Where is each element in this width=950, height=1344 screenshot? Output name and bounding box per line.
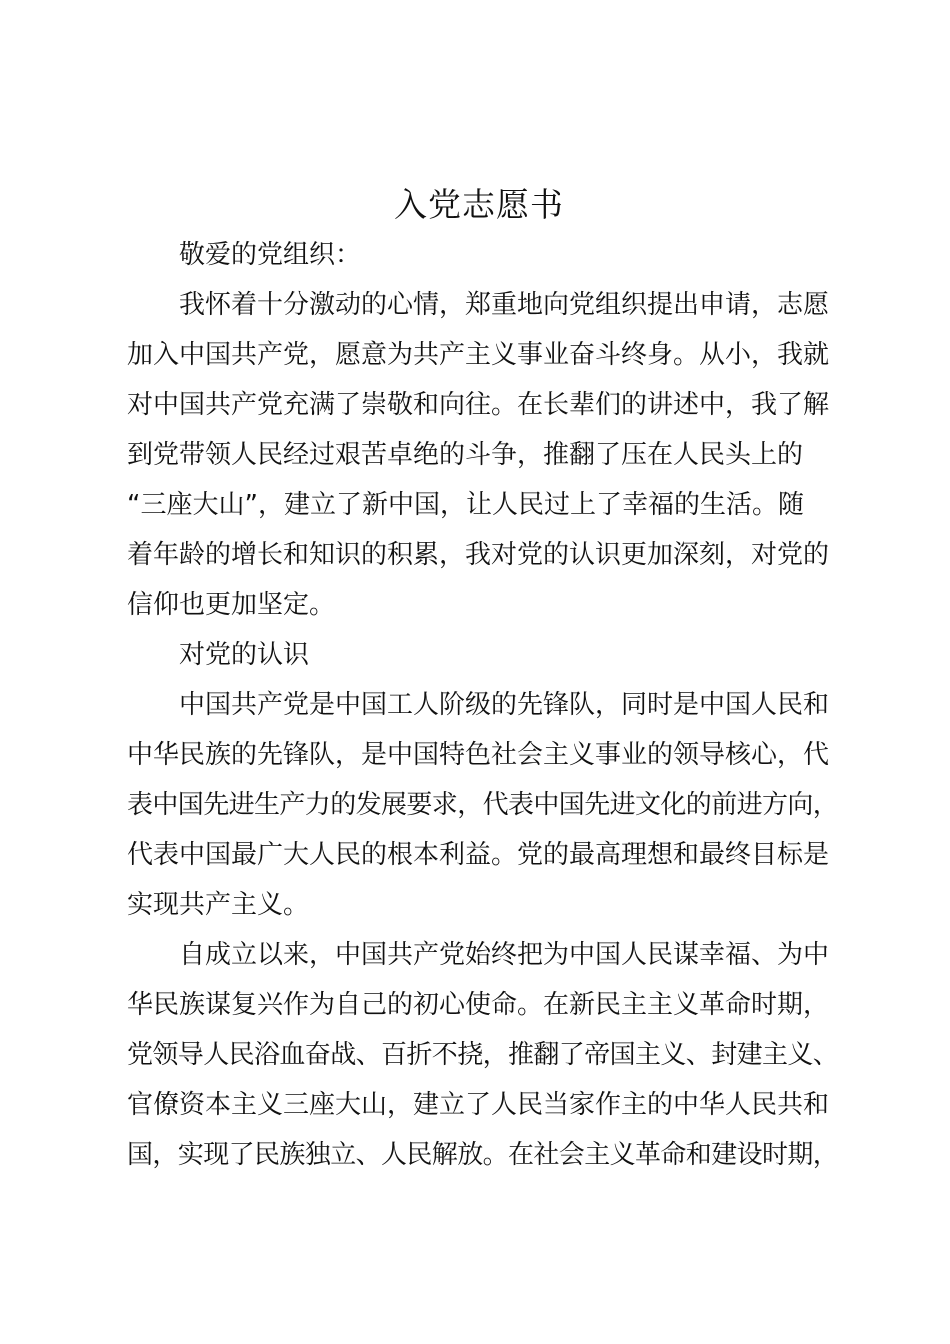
body-line: 加入中国共产党，愿意为共产主义事业奋斗终身。从小，我就 [127, 340, 830, 370]
document-body [127, 230, 839, 1180]
body-line: 表中国先进生产力的发展要求，代表中国先进文化的前进方向， [127, 790, 839, 820]
section-heading: 对党的认识 [179, 640, 310, 670]
body-line: 我怀着十分激动的心情，郑重地向党组织提出申请，志愿 [179, 290, 830, 320]
body-line: 代表中国最广大人民的根本利益。党的最高理想和最终目标是 [127, 840, 830, 870]
body-line: “三座大山”，建立了新中国，让人民过上了幸福的生活。随 [127, 490, 804, 520]
body-line: 中华民族的先锋队，是中国特色社会主义事业的领导核心，代 [127, 740, 830, 770]
body-line: 党领导人民浴血奋战、百折不挠，推翻了帝国主义、封建主义、 [127, 1040, 839, 1070]
body-line: 华民族谋复兴作为自己的初心使命。在新民主主义革命时期， [127, 990, 830, 1020]
body-line: 对中国共产党充满了崇敬和向往。在长辈们的讲述中，我了解 [127, 390, 830, 420]
body-line: 信仰也更加坚定。 [127, 590, 336, 620]
document-title: 入党志愿书 [394, 185, 564, 224]
body-line: 着年龄的增长和知识的积累，我对党的认识更加深刻，对党的 [127, 540, 830, 570]
body-line: 官僚资本主义三座大山，建立了人民当家作主的中华人民共和 [127, 1090, 830, 1120]
body-line: 国，实现了民族独立、人民解放。在社会主义革命和建设时期， [127, 1140, 839, 1170]
body-line: 自成立以来，中国共产党始终把为中国人民谋幸福、为中 [179, 940, 830, 970]
body-line: 到党带领人民经过艰苦卓绝的斗争，推翻了压在人民头上的 [127, 440, 804, 470]
body-line: 中国共产党是中国工人阶级的先锋队，同时是中国人民和 [179, 690, 830, 720]
body-line: 实现共产主义。 [127, 890, 310, 920]
salutation: 敬爱的党组织： [179, 240, 362, 270]
